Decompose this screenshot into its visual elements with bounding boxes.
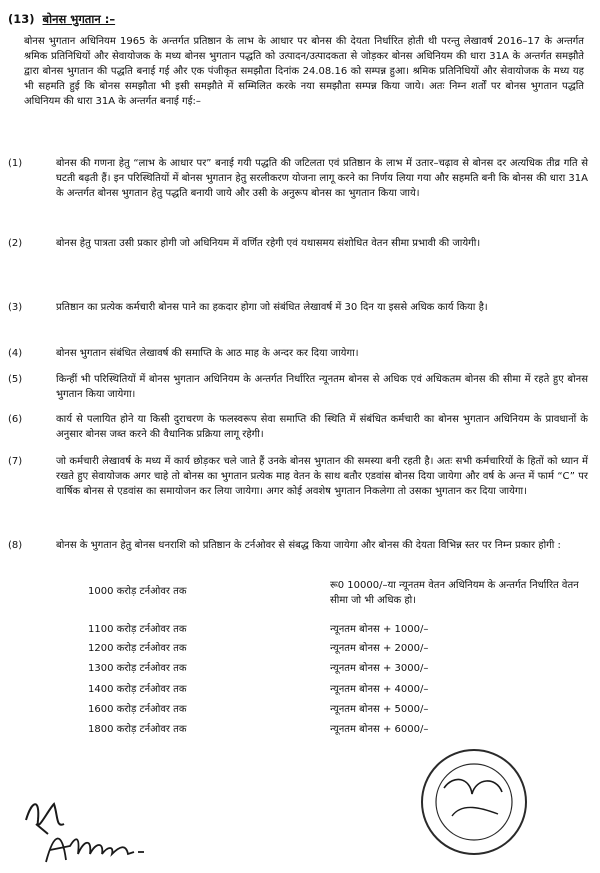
clause-text: बोनस हेतु पात्रता उसी प्रकार होगी जो अधिनियम में वर्णित रहेगी एवं यथासमय संशोधित वेतन सीमा प्रभावी की जायेगी। <box>56 238 481 249</box>
clause-2 <box>8 236 588 251</box>
bonus-cell: न्यूनतम बोनस + 3000/– <box>330 663 429 674</box>
clause-number: (4) <box>8 348 23 359</box>
turnover-cell: 1100 करोड़ टर्नओवर तक <box>88 624 187 635</box>
clause-number: (2) <box>8 238 23 249</box>
clause-5 <box>8 372 588 402</box>
section-title: बोनस भुगतान :– <box>42 12 116 26</box>
clause-number: (3) <box>8 302 23 313</box>
clause-3 <box>8 300 588 315</box>
afzal-signature <box>36 822 156 872</box>
clause-number: (7) <box>8 456 23 467</box>
clause-6 <box>8 412 588 442</box>
clause-7 <box>8 454 588 499</box>
bonus-cell: रू0 10000/–या न्यूनतम वेतन अधिनियम के अन्तर्गत निर्धारित वेतन सीमा जो भी अधिक हो। <box>330 580 579 606</box>
turnover-cell: 1400 करोड़ टर्नओवर तक <box>88 684 187 695</box>
clause-text: किन्हीं भी परिस्थितियों में बोनस भुगतान अधिनियम के अन्तर्गत निर्धारित न्यूनतम बोनस से अधिक एवं अधिकतम बोनस की सीमा में रहते हुए बोनस भुगतान किया जायेगा। <box>56 374 588 400</box>
clause-text: बोनस के भुगतान हेतु बोनस धनराशि को प्रतिष्ठान के टर्नओवर से संबद्ध किया जायेगा और बोनस की देयता विभिन्न स्तर पर निम्न प्रकार होगी : <box>56 540 561 551</box>
clause-text: प्रतिष्ठान का प्रत्येक कर्मचारी बोनस पाने का हकदार होगा जो संबंधित लेखावर्ष में 30 दिन या इससे अधिक कार्य किया है। <box>56 302 488 313</box>
union-stamp <box>414 738 532 866</box>
turnover-cell: 1600 करोड़ टर्नओवर तक <box>88 704 187 715</box>
clause-text: कार्य से पलायित होने या किसी दुराचरण के फलस्वरूप सेवा समाप्ति की स्थिति में संबंधित कर्मचारी का बोनस भुगतान अधिनियम के प्रावधानों के अनुसार बोनस जब्त करने की वैधानिक प्रक्रिया लागू रहेगी। <box>56 414 588 440</box>
bonus-cell: न्यूनतम बोनस + 1000/– <box>330 624 429 635</box>
intro-paragraph: बोनस भुगतान अधिनियम 1965 के अन्तर्गत प्रतिष्ठान के लाभ के आधार पर बोनस की देयता निर्धारित होती थी परन्तु लेखावर्ष 2016–17 के अन्तर्गत श्रमिक प्रतिनिधियों और सेवायोजक के मध्य बोनस भुगतान पद्धति को उत्पादन/उत्पादकता से जोड़कर बोनस अधिनियम की धारा 31A के अन्तर्गत समझौते द्वारा बोनस भुगतान की पद्धति बनाई गई और एक पंजीकृत समझौता दिनांक 24.08.16 को सम्पन्न हुआ। श्रमिक प्रतिनिधियों और सेवायोजक के मध्य यह भी सहमति हुई कि बोनस समझौता भी इसी समझौते में सम्मिलित करके नया समझौता सम्पन्न किया जाये। अतः निम्न शर्तों पर बोनस भुगतान पद्धति अधिनियम की धारा 31A के अन्तर्गत बनाई गई:– <box>24 36 584 107</box>
clause-text: जो कर्मचारी लेखावर्ष के मध्य में कार्य छोड़कर चले जाते हैं उनके बोनस भुगतान की समस्या बनी रहती है। अतः सभी कर्मचारियों के हितों को ध्यान में रखते हुए सेवायोजक अगर चाहे तो बोनस का भुगतान प्रत्येक माह वेतन के साथ बतौर एडवांस बोनस दिया जायेगा और वर्ष के अन्त में फार्म “C” पर वार्षिक बोनस से एडवांस का समायोजन कर लिया जायेगा। अगर कोई अवशेष भुगतान निकलेगा तो उसका भुगतान कर दिया जायेगा। <box>56 456 588 497</box>
clause-number: (8) <box>8 540 23 551</box>
clause-number: (6) <box>8 414 23 425</box>
clause-text: बोनस भुगतान संबंधित लेखावर्ष की समाप्ति के आठ माह के अन्दर कर दिया जायेगा। <box>56 348 359 359</box>
clause-4 <box>8 346 588 361</box>
clause-number: (1) <box>8 158 23 169</box>
clause-number: (5) <box>8 374 23 385</box>
bonus-cell: न्यूनतम बोनस + 5000/– <box>330 704 429 715</box>
bonus-cell: न्यूनतम बोनस + 4000/– <box>330 684 429 695</box>
turnover-cell: 1000 करोड़ टर्नओवर तक <box>88 586 187 597</box>
turnover-cell: 1800 करोड़ टर्नओवर तक <box>88 724 187 735</box>
section-number: (13) <box>8 12 35 26</box>
clause-1 <box>8 156 588 201</box>
turnover-cell: 1200 करोड़ टर्नओवर तक <box>88 643 187 654</box>
clause-8 <box>8 538 588 553</box>
section-heading <box>8 12 115 27</box>
bonus-cell: न्यूनतम बोनस + 6000/– <box>330 724 429 735</box>
turnover-cell: 1300 करोड़ टर्नओवर तक <box>88 663 187 674</box>
clause-text: बोनस की गणना हेतु “लाभ के आधार पर” बनाई गयी पद्धति की जटिलता एवं प्रतिष्ठान के लाभ में उतार–चढ़ाव से बोनस दर अत्यधिक तीव्र गति से घटती बढ़ती हैं। इन परिस्थितियों में बोनस भुगतान हेतु सरलीकरण योजना लागू करने का निर्णय लिया गया और सहमति बनी कि बोनस की धारा 31A के अन्तर्गत बोनस भुगतान हेतु पद्धति बनायी जाये और उसी के अनुरूप बोनस का भुगतान किया जाये। <box>56 158 588 199</box>
bonus-cell: न्यूनतम बोनस + 2000/– <box>330 643 429 654</box>
